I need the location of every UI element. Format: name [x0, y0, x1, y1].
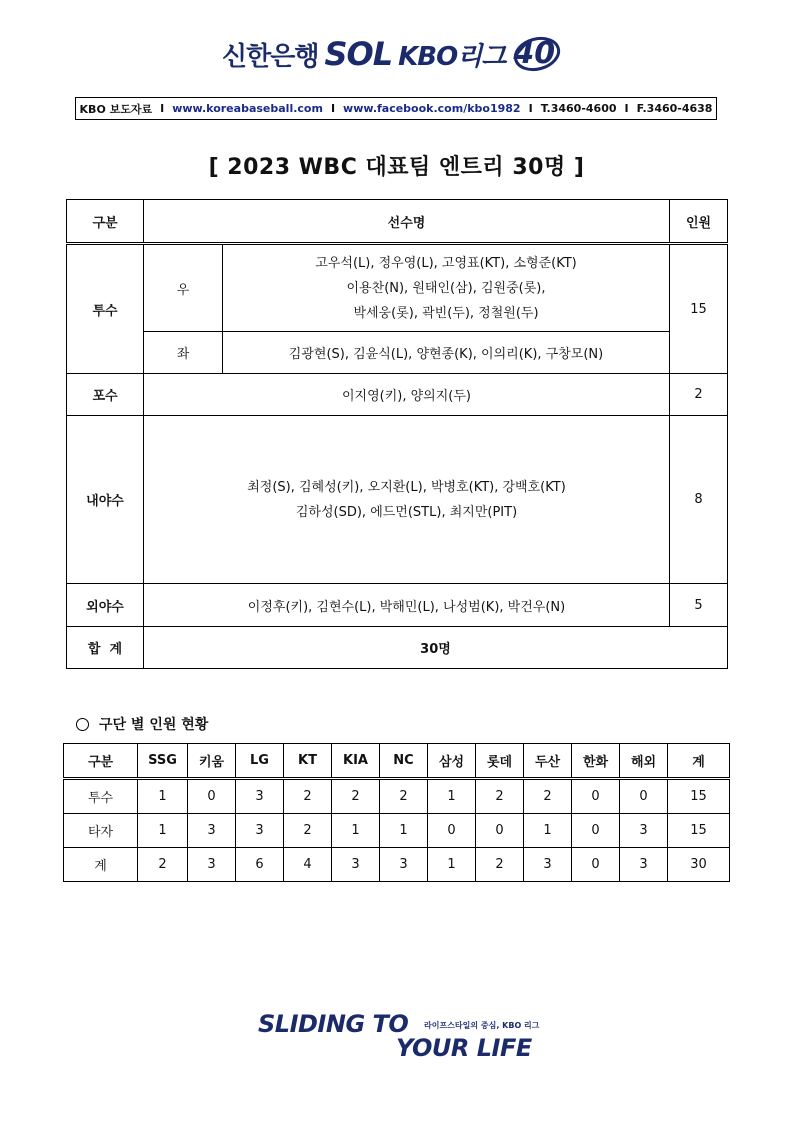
- table-cell: 3: [188, 814, 236, 848]
- table-cell: 2: [476, 848, 524, 882]
- outfielders-count: 5: [670, 584, 728, 627]
- pitcher-line: 박세웅(롯), 곽빈(두), 정철원(두): [353, 305, 539, 321]
- roster-table: [66, 199, 728, 669]
- infielders-category: 내야수: [67, 416, 144, 584]
- team-column-header: 삼성: [428, 744, 476, 779]
- footer-slogan: [258, 1010, 548, 1062]
- logo-kbo-league-text: KBO리그: [398, 41, 506, 72]
- table-cell: 4: [284, 848, 332, 882]
- bullet-circle-icon: [76, 718, 89, 731]
- outfielders-row: [67, 584, 728, 627]
- infielder-line: 김하성(SD), 에드먼(STL), 최지만(PIT): [295, 504, 518, 520]
- roster-header-row: [67, 200, 728, 244]
- infielder-line: 최정(S), 김혜성(키), 오지환(L), 박병호(KT), 강백호(KT): [247, 479, 566, 495]
- table-cell: 1: [380, 814, 428, 848]
- outfielders-players: 이정후(키), 김현수(L), 박해민(L), 나성범(K), 박건우(N): [144, 584, 670, 627]
- separator: I: [160, 102, 165, 115]
- team-column-header: 두산: [524, 744, 572, 779]
- left-handed-pitchers: 김광현(S), 김윤식(L), 양현종(K), 이의리(K), 구창모(N): [223, 332, 670, 374]
- table-cell: 15: [668, 814, 730, 848]
- separator: I: [330, 102, 336, 115]
- total-value: 30명: [144, 627, 728, 669]
- header-count: 인원: [670, 200, 728, 244]
- table-cell: 2: [284, 779, 332, 814]
- team-column-header: LG: [236, 744, 284, 779]
- infielders-players: [144, 416, 670, 584]
- team-column-header: 키움: [188, 744, 236, 779]
- table-cell: 2: [332, 779, 380, 814]
- table-cell: 15: [668, 779, 730, 814]
- total-row: [67, 627, 728, 669]
- team-column-header: 롯데: [476, 744, 524, 779]
- table-cell: 1: [428, 779, 476, 814]
- header-category: 구분: [67, 200, 144, 244]
- anniversary-badge: [507, 32, 561, 76]
- team-breakdown-table: [63, 743, 730, 882]
- pitchers-count: 15: [670, 244, 728, 374]
- team-column-header: NC: [380, 744, 428, 779]
- table-cell: 0: [428, 814, 476, 848]
- separator: I: [624, 102, 629, 115]
- infielders-count: 8: [670, 416, 728, 584]
- table-cell: 3: [236, 814, 284, 848]
- team-breakdown-title: 구단 별 인원 현황: [99, 717, 209, 733]
- team-column-header: 해외: [620, 744, 668, 779]
- pitchers-category: 투수: [67, 244, 144, 374]
- table-cell: 1: [138, 814, 188, 848]
- table-cell: 0: [620, 779, 668, 814]
- table-cell: 1: [138, 779, 188, 814]
- telephone-number: T.3460-4600: [540, 102, 617, 115]
- table-cell: 3: [620, 848, 668, 882]
- table-cell: 0: [572, 779, 620, 814]
- infielders-row: [67, 416, 728, 584]
- left-handed-label: 좌: [144, 332, 223, 374]
- table-row: [64, 848, 730, 882]
- fax-number: F.3460-4638: [636, 102, 713, 115]
- row-label: 타자: [64, 814, 138, 848]
- table-cell: 2: [524, 779, 572, 814]
- table-cell: 30: [668, 848, 730, 882]
- anniversary-number: 40: [513, 36, 556, 71]
- team-column-header: SSG: [138, 744, 188, 779]
- table-cell: 3: [380, 848, 428, 882]
- team-column-header: KT: [284, 744, 332, 779]
- table-cell: 1: [332, 814, 380, 848]
- document-title: [ 2023 WBC 대표팀 엔트리 30명 ]: [208, 155, 585, 180]
- team-breakdown-heading: [76, 714, 208, 734]
- team-column-header: KIA: [332, 744, 380, 779]
- pitchers-right-row: [67, 244, 728, 332]
- catchers-row: [67, 374, 728, 416]
- catchers-players: 이지영(키), 양의지(두): [144, 374, 670, 416]
- website-link[interactable]: www.koreabaseball.com: [172, 102, 323, 115]
- slogan-line-1: SLIDING TO: [258, 1010, 409, 1038]
- slogan-tagline: 라이프스타일의 중심, KBO 리그: [424, 1021, 540, 1030]
- press-release-label: KBO 보도자료: [79, 102, 153, 116]
- table-cell: 3: [620, 814, 668, 848]
- table-cell: 3: [188, 848, 236, 882]
- logo-sol-text: SOL: [324, 35, 393, 73]
- facebook-link[interactable]: www.facebook.com/kbo1982: [343, 102, 521, 115]
- table-cell: 0: [188, 779, 236, 814]
- table-cell: 3: [332, 848, 380, 882]
- right-handed-label: 우: [144, 244, 223, 332]
- separator: I: [528, 102, 533, 115]
- team-column-header: 한화: [572, 744, 620, 779]
- outfielders-category: 외야수: [67, 584, 144, 627]
- right-handed-pitchers: [223, 244, 670, 332]
- row-label: 투수: [64, 779, 138, 814]
- table-cell: 2: [138, 848, 188, 882]
- table-cell: 0: [572, 848, 620, 882]
- table-row: [64, 814, 730, 848]
- table-cell: 1: [428, 848, 476, 882]
- pitchers-left-row: [67, 332, 728, 374]
- catchers-category: 포수: [67, 374, 144, 416]
- table-cell: 3: [524, 848, 572, 882]
- header-players: 선수명: [144, 200, 670, 244]
- table-cell: 0: [476, 814, 524, 848]
- press-contact-bar: [75, 97, 717, 120]
- table-cell: 2: [380, 779, 428, 814]
- total-label: 합 계: [67, 627, 144, 669]
- pitcher-line: 고우석(L), 정우영(L), 고영표(KT), 소형준(KT): [315, 255, 577, 271]
- team-header-row: [64, 744, 730, 779]
- table-cell: 2: [284, 814, 332, 848]
- table-cell: 0: [572, 814, 620, 848]
- table-cell: 1: [524, 814, 572, 848]
- table-cell: 3: [236, 779, 284, 814]
- table-cell: 2: [476, 779, 524, 814]
- team-column-header: 구분: [64, 744, 138, 779]
- team-column-header: 계: [668, 744, 730, 779]
- slogan-line-2: YOUR LIFE: [396, 1034, 532, 1062]
- logo-sponsor-text: 신한은행: [222, 41, 319, 72]
- row-label: 계: [64, 848, 138, 882]
- table-cell: 6: [236, 848, 284, 882]
- pitcher-line: 이용찬(N), 원태인(삼), 김원중(롯),: [346, 280, 546, 296]
- catchers-count: 2: [670, 374, 728, 416]
- table-row: [64, 779, 730, 814]
- kbo-league-logo: [222, 28, 572, 80]
